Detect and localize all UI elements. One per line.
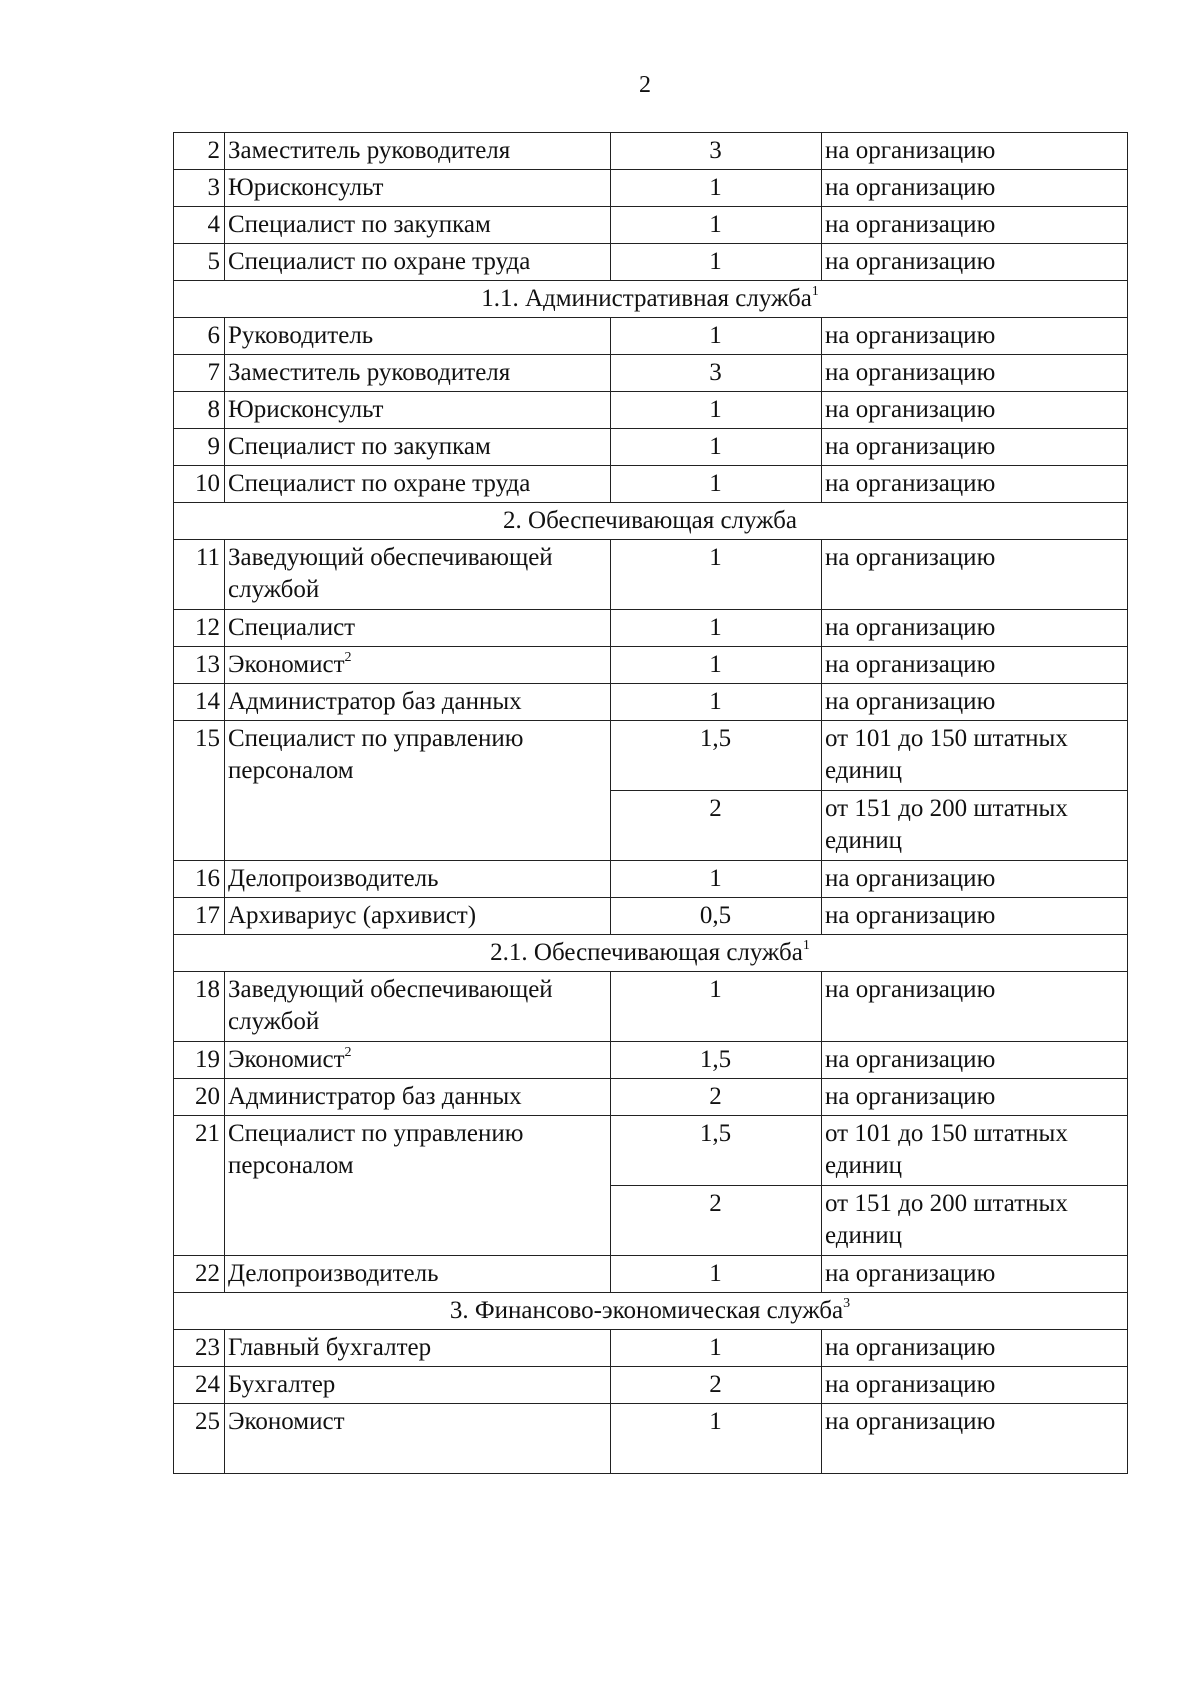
norm-basis bbox=[822, 355, 1128, 392]
norm-basis bbox=[822, 684, 1128, 721]
row-number bbox=[174, 1330, 225, 1367]
section-title-text: 2. Обеспечивающая служба bbox=[503, 507, 797, 534]
table-row bbox=[174, 355, 1128, 392]
norm-basis-text: от 151 до 200 штатных единиц bbox=[825, 795, 1068, 854]
staffing-table-body bbox=[174, 133, 1128, 1474]
row-number-text: 7 bbox=[207, 359, 220, 386]
staff-units bbox=[611, 684, 822, 721]
norm-basis-text: на организацию bbox=[825, 174, 996, 201]
position-name bbox=[225, 610, 611, 647]
row-number-text: 24 bbox=[195, 1371, 220, 1398]
staffing-table bbox=[173, 132, 1128, 1474]
staff-units bbox=[611, 207, 822, 244]
row-number-text: 9 bbox=[207, 433, 220, 460]
position-name-text: Специалист по закупкам bbox=[228, 433, 491, 460]
norm-basis-text: на организацию bbox=[825, 1408, 996, 1435]
position-name bbox=[225, 1116, 611, 1256]
norm-basis-text: на организацию bbox=[825, 688, 996, 715]
staff-units bbox=[611, 429, 822, 466]
table-row bbox=[174, 170, 1128, 207]
staff-units-text: 1 bbox=[709, 322, 722, 349]
staff-units-text: 1 bbox=[709, 211, 722, 238]
table-row bbox=[174, 207, 1128, 244]
position-name bbox=[225, 318, 611, 355]
norm-basis bbox=[822, 1186, 1128, 1256]
norm-basis bbox=[822, 540, 1128, 610]
section-title-text: 1.1. Административная служба bbox=[481, 285, 812, 312]
position-name-text: Главный бухгалтер bbox=[228, 1334, 432, 1361]
position-name-text: Юрисконсульт bbox=[228, 174, 384, 201]
row-number bbox=[174, 540, 225, 610]
position-name-text: Бухгалтер bbox=[228, 1371, 336, 1398]
norm-basis-text: на организацию bbox=[825, 1371, 996, 1398]
staff-units-text: 1,5 bbox=[699, 1046, 732, 1073]
position-name bbox=[225, 133, 611, 170]
table-row bbox=[174, 392, 1128, 429]
staff-units bbox=[611, 1404, 822, 1474]
footnote-mark: 1 bbox=[802, 937, 810, 953]
norm-basis bbox=[822, 861, 1128, 898]
staff-units-text: 3 bbox=[709, 137, 722, 164]
staff-units bbox=[611, 1042, 822, 1079]
norm-basis bbox=[822, 1256, 1128, 1293]
row-number-text: 17 bbox=[195, 902, 220, 929]
staff-units-text: 2 bbox=[709, 1190, 722, 1217]
position-name-text: Специалист по закупкам bbox=[228, 211, 491, 238]
staff-units bbox=[611, 318, 822, 355]
staff-units-text: 1 bbox=[709, 1260, 722, 1287]
row-number bbox=[174, 861, 225, 898]
staff-units bbox=[611, 170, 822, 207]
norm-basis-text: на организацию bbox=[825, 651, 996, 678]
norm-basis bbox=[822, 972, 1128, 1042]
norm-basis bbox=[822, 610, 1128, 647]
position-name bbox=[225, 429, 611, 466]
position-name-text: Делопроизводитель bbox=[228, 1260, 439, 1287]
staff-units bbox=[611, 721, 822, 791]
row-number bbox=[174, 244, 225, 281]
table-row bbox=[174, 1042, 1128, 1079]
staff-units-text: 1 bbox=[709, 248, 722, 275]
norm-basis bbox=[822, 647, 1128, 684]
table-row bbox=[174, 540, 1128, 610]
position-name bbox=[225, 1330, 611, 1367]
position-name bbox=[225, 721, 611, 861]
row-number-text: 18 bbox=[195, 976, 220, 1003]
staff-units-text: 1,5 bbox=[699, 1120, 732, 1147]
position-name bbox=[225, 1256, 611, 1293]
table-row bbox=[174, 1116, 1128, 1186]
norm-basis-text: на организацию bbox=[825, 470, 996, 497]
row-number-text: 23 bbox=[195, 1334, 220, 1361]
staff-units bbox=[611, 1256, 822, 1293]
norm-basis bbox=[822, 207, 1128, 244]
table-row bbox=[174, 1256, 1128, 1293]
norm-basis-text: от 151 до 200 штатных единиц bbox=[825, 1190, 1068, 1249]
staff-units bbox=[611, 1116, 822, 1186]
row-number-text: 3 bbox=[207, 174, 220, 201]
section-title-text: 3. Финансово-экономическая служба bbox=[449, 1297, 844, 1324]
staff-units bbox=[611, 244, 822, 281]
row-number bbox=[174, 647, 225, 684]
row-number-text: 14 bbox=[195, 688, 220, 715]
norm-basis bbox=[822, 392, 1128, 429]
row-number-text: 12 bbox=[195, 614, 220, 641]
norm-basis-text: на организацию bbox=[825, 1334, 996, 1361]
staff-units-text: 1 bbox=[709, 470, 722, 497]
staff-units bbox=[611, 1330, 822, 1367]
norm-basis-text: на организацию bbox=[825, 396, 996, 423]
row-number bbox=[174, 392, 225, 429]
row-number-text: 11 bbox=[195, 544, 220, 571]
staff-units-text: 1 bbox=[709, 433, 722, 460]
position-name bbox=[225, 1079, 611, 1116]
section-header-row bbox=[174, 281, 1128, 318]
table-row bbox=[174, 244, 1128, 281]
norm-basis bbox=[822, 318, 1128, 355]
position-name-text: Экономист bbox=[228, 651, 345, 678]
row-number-text: 10 bbox=[195, 470, 220, 497]
staff-units-text: 2 bbox=[709, 795, 722, 822]
norm-basis-text: на организацию bbox=[825, 137, 996, 164]
row-number bbox=[174, 1116, 225, 1256]
table-row bbox=[174, 610, 1128, 647]
staff-units-text: 1 bbox=[709, 174, 722, 201]
position-name-text: Специалист bbox=[228, 614, 356, 641]
table-row bbox=[174, 861, 1128, 898]
row-number-text: 8 bbox=[207, 396, 220, 423]
staff-units bbox=[611, 610, 822, 647]
staff-units bbox=[611, 1186, 822, 1256]
staff-units-text: 3 bbox=[709, 359, 722, 386]
position-name-text: Администратор баз данных bbox=[228, 1083, 522, 1110]
norm-basis-text: на организацию bbox=[825, 544, 996, 571]
table-row bbox=[174, 429, 1128, 466]
row-number bbox=[174, 972, 225, 1042]
norm-basis bbox=[822, 1367, 1128, 1404]
position-name-text: Администратор баз данных bbox=[228, 688, 522, 715]
row-number-text: 5 bbox=[207, 248, 220, 275]
position-name-text: Специалист по охране труда bbox=[228, 248, 531, 275]
footnote-mark: 1 bbox=[811, 283, 819, 299]
position-name bbox=[225, 540, 611, 610]
norm-basis-text: на организацию bbox=[825, 433, 996, 460]
section-title bbox=[174, 935, 1128, 972]
row-number bbox=[174, 610, 225, 647]
section-header-row bbox=[174, 503, 1128, 540]
staff-units-text: 2 bbox=[709, 1371, 722, 1398]
row-number-text: 22 bbox=[195, 1260, 220, 1287]
position-name bbox=[225, 392, 611, 429]
staff-units bbox=[611, 972, 822, 1042]
position-name-text: Делопроизводитель bbox=[228, 865, 439, 892]
staff-units-text: 1 bbox=[709, 396, 722, 423]
position-name bbox=[225, 466, 611, 503]
norm-basis bbox=[822, 791, 1128, 861]
norm-basis bbox=[822, 466, 1128, 503]
norm-basis bbox=[822, 1404, 1128, 1474]
position-name-text: Заведующий обеспечивающей службой bbox=[228, 544, 553, 603]
norm-basis-text: от 101 до 150 штатных единиц bbox=[825, 1120, 1068, 1179]
norm-basis bbox=[822, 1042, 1128, 1079]
row-number-text: 20 bbox=[195, 1083, 220, 1110]
position-name-text: Заведующий обеспечивающей службой bbox=[228, 976, 553, 1035]
section-header-row bbox=[174, 935, 1128, 972]
staff-units bbox=[611, 791, 822, 861]
norm-basis-text: на организацию bbox=[825, 902, 996, 929]
position-name bbox=[225, 972, 611, 1042]
row-number bbox=[174, 207, 225, 244]
row-number bbox=[174, 684, 225, 721]
row-number-text: 25 bbox=[195, 1408, 220, 1435]
norm-basis bbox=[822, 1116, 1128, 1186]
row-number-text: 13 bbox=[195, 651, 220, 678]
table-row bbox=[174, 721, 1128, 791]
norm-basis-text: на организацию bbox=[825, 322, 996, 349]
staff-units-text: 1 bbox=[709, 614, 722, 641]
row-number-text: 16 bbox=[195, 865, 220, 892]
footnote-mark: 2 bbox=[344, 1044, 352, 1060]
norm-basis-text: на организацию bbox=[825, 614, 996, 641]
position-name-text: Специалист по охране труда bbox=[228, 470, 531, 497]
position-name bbox=[225, 1404, 611, 1474]
staff-units-text: 1 bbox=[709, 976, 722, 1003]
position-name-text: Экономист bbox=[228, 1408, 345, 1435]
footnote-mark: 3 bbox=[843, 1295, 851, 1311]
section-title bbox=[174, 281, 1128, 318]
staff-units-text: 1 bbox=[709, 544, 722, 571]
table-row bbox=[174, 898, 1128, 935]
row-number-text: 19 bbox=[195, 1046, 220, 1073]
staff-units bbox=[611, 355, 822, 392]
norm-basis-text: на организацию bbox=[825, 248, 996, 275]
table-row bbox=[174, 1404, 1128, 1474]
norm-basis-text: на организацию bbox=[825, 1260, 996, 1287]
position-name-text: Юрисконсульт bbox=[228, 396, 384, 423]
norm-basis bbox=[822, 898, 1128, 935]
row-number bbox=[174, 898, 225, 935]
position-name-text: Заместитель руководителя bbox=[228, 137, 511, 164]
position-name bbox=[225, 861, 611, 898]
row-number-text: 15 bbox=[195, 725, 220, 752]
table-row bbox=[174, 1330, 1128, 1367]
norm-basis-text: на организацию bbox=[825, 211, 996, 238]
position-name bbox=[225, 170, 611, 207]
position-name-text: Специалист по управлению персоналом bbox=[228, 1120, 524, 1179]
staff-units-text: 1 bbox=[709, 651, 722, 678]
table-row bbox=[174, 466, 1128, 503]
row-number bbox=[174, 721, 225, 861]
staff-units bbox=[611, 133, 822, 170]
table-row bbox=[174, 1079, 1128, 1116]
position-name bbox=[225, 355, 611, 392]
row-number-text: 2 bbox=[207, 137, 220, 164]
position-name bbox=[225, 898, 611, 935]
staff-units bbox=[611, 540, 822, 610]
position-name bbox=[225, 207, 611, 244]
row-number-text: 21 bbox=[195, 1120, 220, 1147]
section-title-text: 2.1. Обеспечивающая служба bbox=[490, 939, 803, 966]
position-name-text: Заместитель руководителя bbox=[228, 359, 511, 386]
position-name bbox=[225, 1042, 611, 1079]
table-row bbox=[174, 133, 1128, 170]
row-number bbox=[174, 1367, 225, 1404]
norm-basis bbox=[822, 721, 1128, 791]
table-row bbox=[174, 972, 1128, 1042]
position-name-text: Руководитель bbox=[228, 322, 374, 349]
staff-units bbox=[611, 1367, 822, 1404]
norm-basis bbox=[822, 1330, 1128, 1367]
row-number-text: 4 bbox=[207, 211, 220, 238]
section-header-row bbox=[174, 1293, 1128, 1330]
staff-units-text: 0,5 bbox=[699, 902, 732, 929]
position-name bbox=[225, 647, 611, 684]
staff-units-text: 1 bbox=[709, 865, 722, 892]
staff-units-text: 1 bbox=[709, 1334, 722, 1361]
table-row bbox=[174, 318, 1128, 355]
norm-basis-text: на организацию bbox=[825, 1046, 996, 1073]
staff-units bbox=[611, 898, 822, 935]
norm-basis bbox=[822, 244, 1128, 281]
staff-units-text: 1 bbox=[709, 688, 722, 715]
row-number bbox=[174, 1042, 225, 1079]
row-number-text: 6 bbox=[207, 322, 220, 349]
table-row bbox=[174, 684, 1128, 721]
row-number bbox=[174, 466, 225, 503]
row-number bbox=[174, 1079, 225, 1116]
staff-units-text: 1 bbox=[709, 1408, 722, 1435]
staff-units bbox=[611, 647, 822, 684]
position-name bbox=[225, 684, 611, 721]
row-number bbox=[174, 355, 225, 392]
section-title bbox=[174, 503, 1128, 540]
norm-basis-text: на организацию bbox=[825, 359, 996, 386]
position-name-text: Специалист по управлению персоналом bbox=[228, 725, 524, 784]
table-row bbox=[174, 1367, 1128, 1404]
staff-units bbox=[611, 466, 822, 503]
norm-basis bbox=[822, 429, 1128, 466]
norm-basis-text: на организацию bbox=[825, 976, 996, 1003]
position-name bbox=[225, 244, 611, 281]
staff-units bbox=[611, 861, 822, 898]
staff-units bbox=[611, 392, 822, 429]
norm-basis bbox=[822, 133, 1128, 170]
footnote-mark: 2 bbox=[344, 649, 352, 665]
norm-basis-text: на организацию bbox=[825, 865, 996, 892]
norm-basis-text: на организацию bbox=[825, 1083, 996, 1110]
row-number bbox=[174, 429, 225, 466]
page-number: 2 bbox=[639, 72, 651, 98]
row-number bbox=[174, 1256, 225, 1293]
staff-units-text: 1,5 bbox=[699, 725, 732, 752]
position-name-text: Архивариус (архивист) bbox=[228, 902, 477, 929]
position-name-text: Экономист bbox=[228, 1046, 345, 1073]
staff-units-text: 2 bbox=[709, 1083, 722, 1110]
position-name bbox=[225, 1367, 611, 1404]
row-number bbox=[174, 133, 225, 170]
row-number bbox=[174, 1404, 225, 1474]
norm-basis bbox=[822, 1079, 1128, 1116]
section-title bbox=[174, 1293, 1128, 1330]
table-row bbox=[174, 647, 1128, 684]
staff-units bbox=[611, 1079, 822, 1116]
norm-basis-text: от 101 до 150 штатных единиц bbox=[825, 725, 1068, 784]
row-number bbox=[174, 170, 225, 207]
row-number bbox=[174, 318, 225, 355]
norm-basis bbox=[822, 170, 1128, 207]
